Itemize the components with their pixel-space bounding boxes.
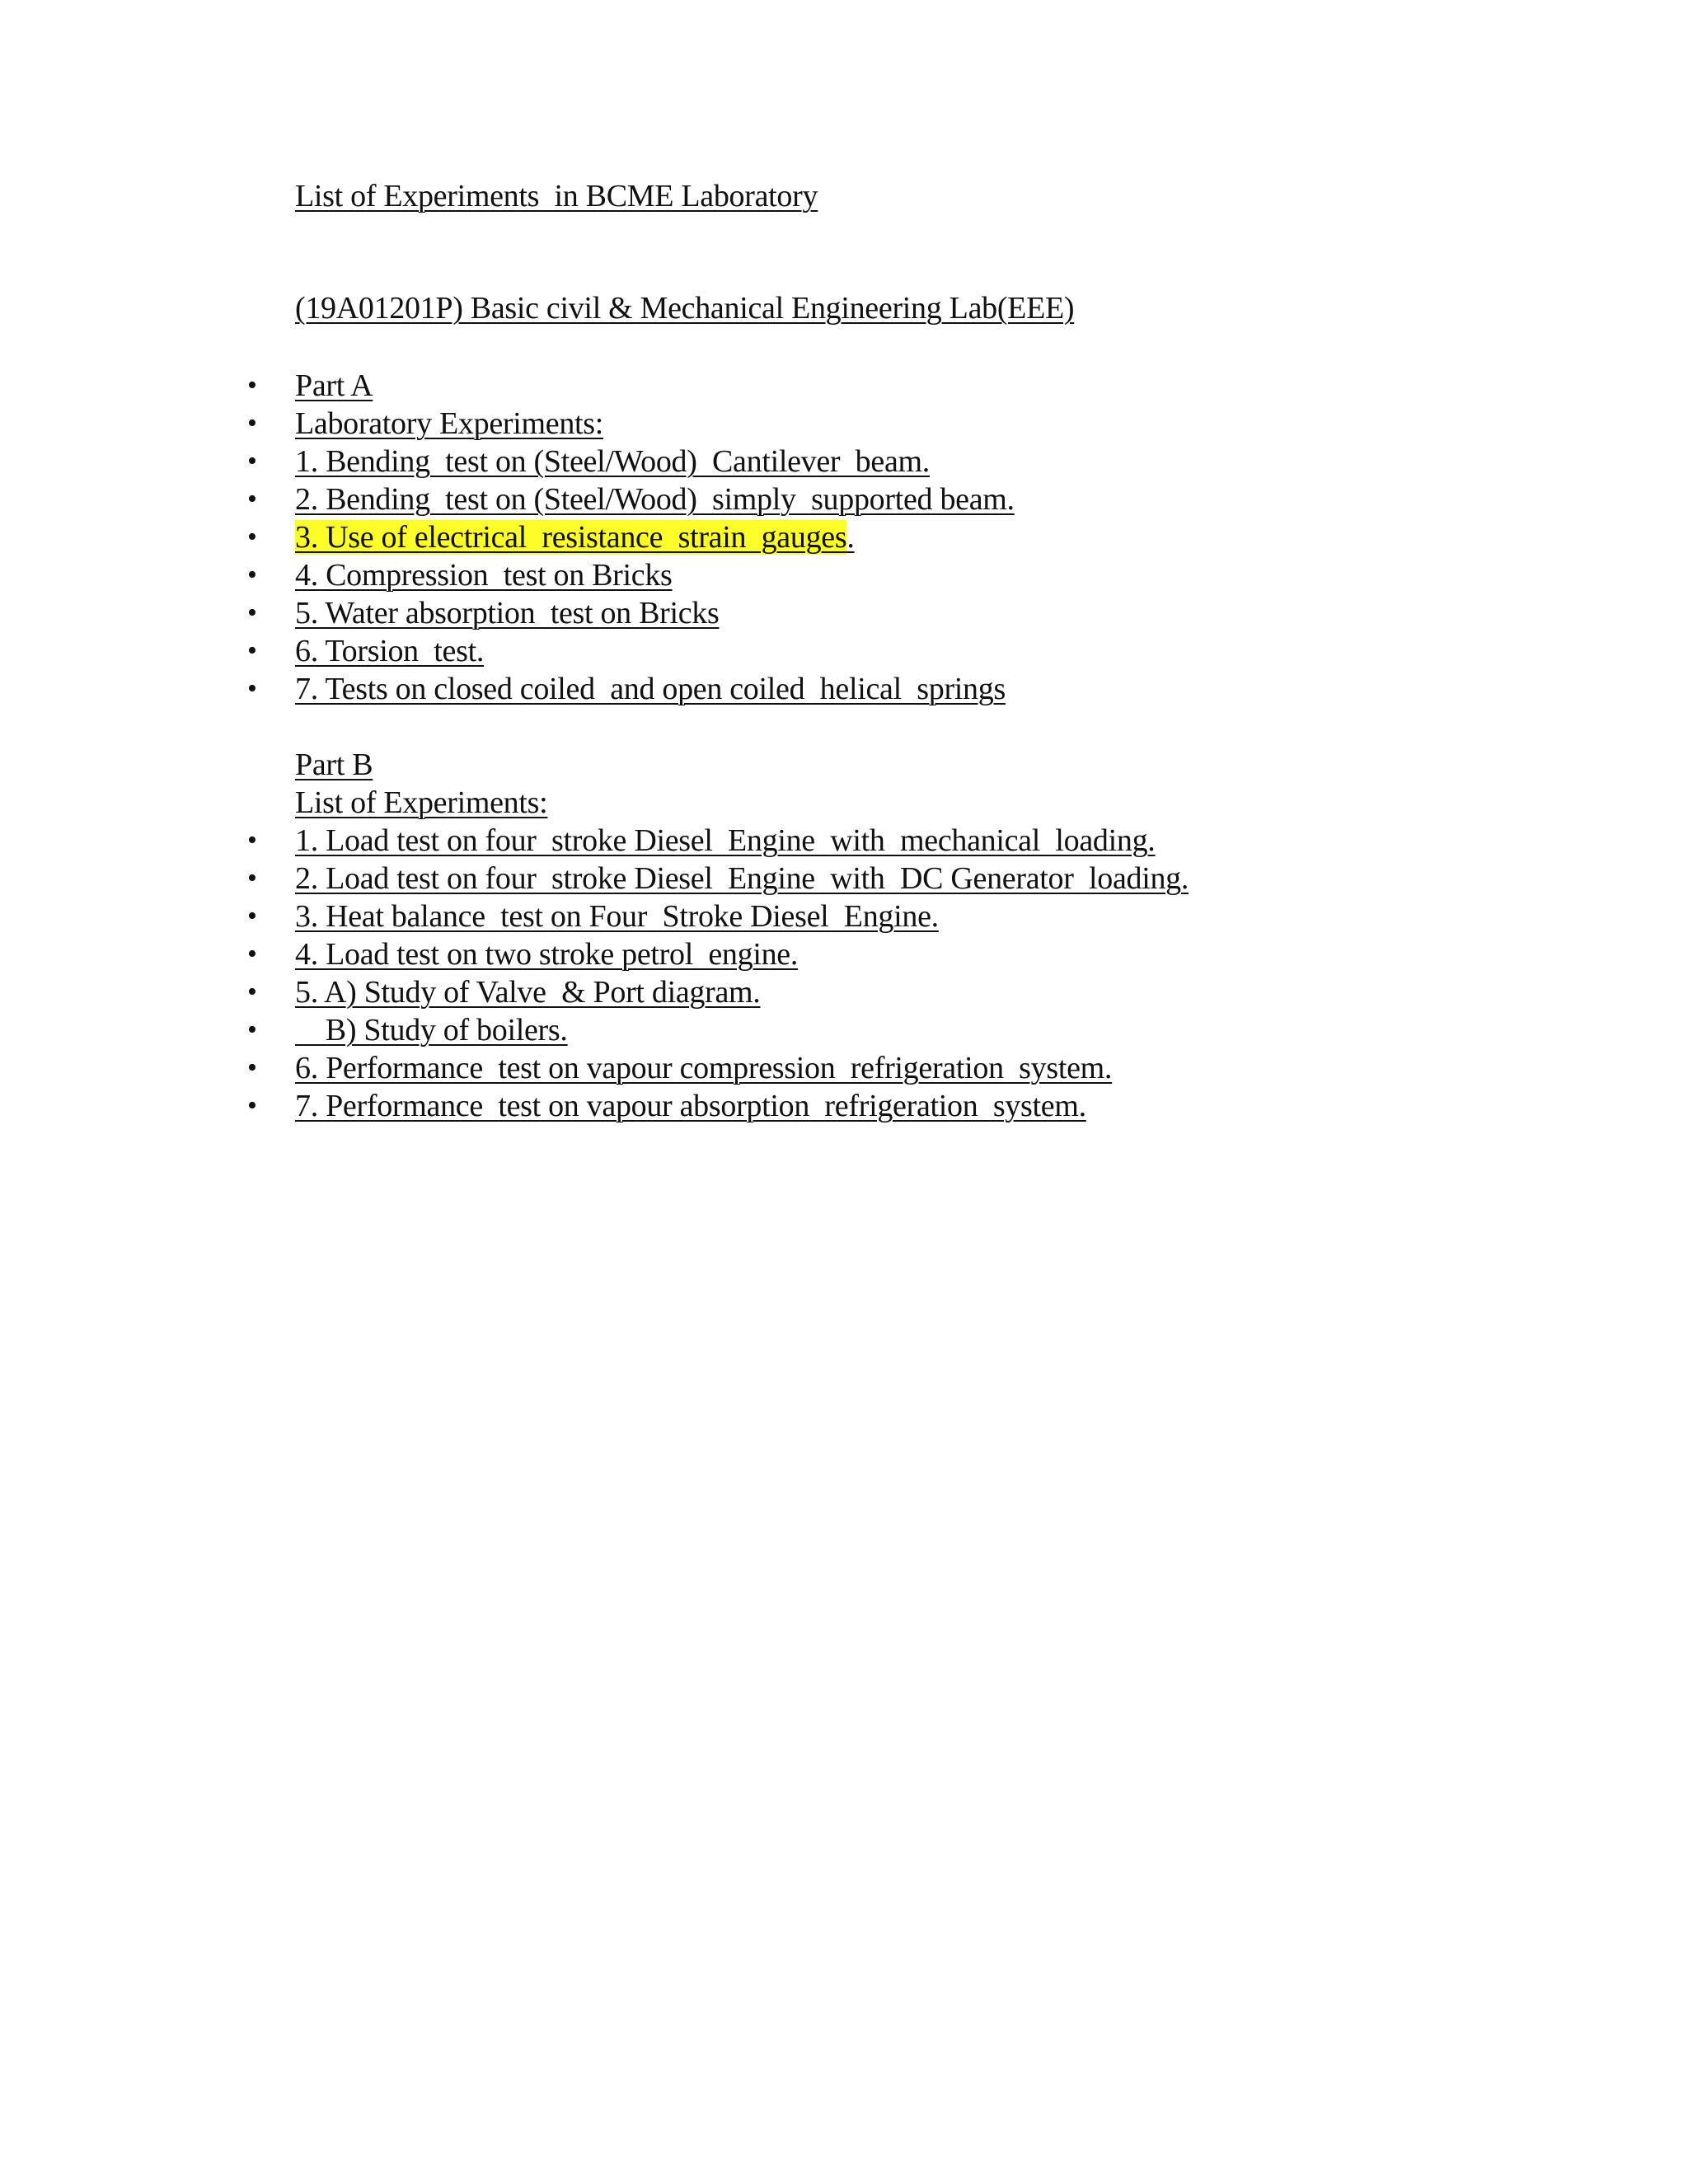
bullet: • [247, 370, 257, 401]
highlighted-text: 3. Use of electrical resistance strain gauges [295, 520, 847, 555]
part-a-item-highlighted [295, 519, 855, 555]
part-a-item: 2. Bending test on (Steel/Wood) simply supported beam. [295, 482, 1015, 517]
bullet: • [247, 1090, 257, 1121]
part-b-item: 4. Load test on two stroke petrol engine. [295, 937, 799, 972]
part-b-item: 2. Load test on four stroke Diesel Engine with DC Generator loading. [295, 861, 1189, 896]
bullet: • [247, 825, 257, 855]
bullet: • [247, 484, 257, 514]
part-a-item: 1. Bending test on (Steel/Wood) Cantilever beam. [295, 444, 930, 479]
bullet: • [247, 560, 257, 590]
part-a-item: 6. Torsion test. [295, 634, 485, 668]
part-a-item: 4. Compression test on Bricks [295, 558, 673, 593]
bullet: • [247, 1052, 257, 1083]
part-b-item: 3. Heat balance test on Four Stroke Diesel Engine. [295, 899, 939, 934]
bullet: • [247, 446, 257, 476]
part-b-item: 7. Performance test on vapour absorption refrigeration system. [295, 1089, 1086, 1123]
bullet: • [247, 901, 257, 931]
part-a-item: 7. Tests on closed coiled and open coiled helical springs [295, 672, 1006, 706]
part-a-item: 5. Water absorption test on Bricks [295, 596, 720, 630]
bullet: • [247, 939, 257, 969]
bullet: • [247, 635, 257, 666]
highlighted-item-period: . [846, 520, 855, 555]
bullet: • [247, 598, 257, 628]
bullet: • [247, 1015, 257, 1045]
part-b-item: B) Study of boilers. [295, 1013, 568, 1047]
document-title: List of Experiments in BCME Laboratory [295, 179, 818, 213]
part-b-heading: Part B [295, 748, 373, 782]
part-b-item: 6. Performance test on vapour compression refrigeration system. [295, 1051, 1113, 1085]
part-b-item: 5. A) Study of Valve & Port diagram. [295, 975, 761, 1010]
part-b-item: 1. Load test on four stroke Diesel Engine with mechanical loading. [295, 823, 1156, 858]
part-a-heading: Part A [295, 368, 373, 403]
bullet: • [247, 863, 257, 893]
part-a-subheading: Laboratory Experiments: [295, 406, 604, 441]
bullet: • [247, 673, 257, 704]
part-b-subheading: List of Experiments: [295, 785, 548, 820]
bullet: • [247, 408, 257, 438]
bullet: • [247, 522, 257, 552]
bullet: • [247, 977, 257, 1007]
course-title: (19A01201P) Basic civil & Mechanical Engineering Lab(EEE) [295, 291, 1075, 326]
